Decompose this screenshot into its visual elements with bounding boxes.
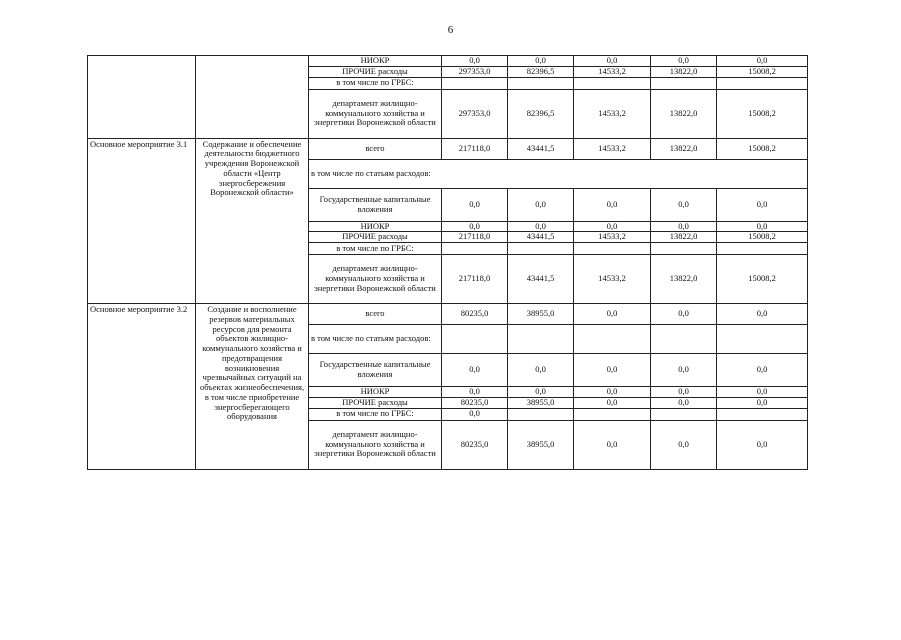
value-cell: 0,0 xyxy=(508,56,574,67)
value-cell: 15008,2 xyxy=(717,255,808,304)
value-cell: 15008,2 xyxy=(717,138,808,159)
value-cell: 13822,0 xyxy=(651,255,717,304)
table-row xyxy=(88,304,808,325)
value-cell xyxy=(574,77,651,89)
activity-name-cell: Создание и восполнение резервов материальных ресурсов для ремонта объектов жилищно-коммунального хозяйства и предотвращения возникновения чрезвычайных ситуаций на объектах жизнеобеспечения, в том числе приобретение энергосберегающего оборудования xyxy=(196,304,309,470)
value-cell xyxy=(574,243,651,255)
value-cell: 14533,2 xyxy=(574,66,651,77)
value-cell: 38955,0 xyxy=(508,420,574,469)
value-cell: 0,0 xyxy=(442,221,508,232)
value-cell: 217118,0 xyxy=(442,138,508,159)
value-cell: 43441,5 xyxy=(508,232,574,243)
value-cell xyxy=(508,77,574,89)
row-label: в том числе по статьям расходов: xyxy=(309,325,442,354)
program-cell: Основное мероприятие 3.1 xyxy=(88,138,196,304)
value-cell: 217118,0 xyxy=(442,255,508,304)
value-cell xyxy=(717,408,808,420)
value-cell: 0,0 xyxy=(717,387,808,398)
value-cell: 0,0 xyxy=(717,354,808,387)
value-cell: 0,0 xyxy=(717,221,808,232)
row-label: департамент жилищно-коммунального хозяйства и энергетики Воронежской области xyxy=(309,420,442,469)
value-cell xyxy=(651,408,717,420)
value-cell xyxy=(574,408,651,420)
value-cell: 14533,2 xyxy=(574,138,651,159)
value-cell: 0,0 xyxy=(717,188,808,221)
value-cell: 0,0 xyxy=(651,420,717,469)
value-cell: 14533,2 xyxy=(574,255,651,304)
value-cell: 82396,5 xyxy=(508,66,574,77)
value-cell: 0,0 xyxy=(574,354,651,387)
value-cell: 0,0 xyxy=(574,387,651,398)
value-cell: 0,0 xyxy=(508,354,574,387)
value-cell xyxy=(651,243,717,255)
program-cell: Основное мероприятие 3.2 xyxy=(88,304,196,470)
value-cell: 0,0 xyxy=(442,387,508,398)
value-cell: 0,0 xyxy=(717,397,808,408)
row-label: департамент жилищно-коммунального хозяйства и энергетики Воронежской области xyxy=(309,255,442,304)
value-cell: 0,0 xyxy=(651,221,717,232)
value-cell: 0,0 xyxy=(717,56,808,67)
page-number: 6 xyxy=(447,24,454,36)
value-cell: 297353,0 xyxy=(442,66,508,77)
value-cell: 297353,0 xyxy=(442,89,508,138)
value-cell: 80235,0 xyxy=(442,304,508,325)
value-cell xyxy=(508,408,574,420)
value-cell: 43441,5 xyxy=(508,255,574,304)
activity-name-cell xyxy=(196,56,309,139)
value-cell: 0,0 xyxy=(442,188,508,221)
value-cell: 0,0 xyxy=(442,408,508,420)
row-label: ПРОЧИЕ расходы xyxy=(309,232,442,243)
value-cell: 0,0 xyxy=(508,387,574,398)
value-cell: 82396,5 xyxy=(508,89,574,138)
value-cell xyxy=(442,325,508,354)
value-cell: 0,0 xyxy=(508,221,574,232)
table-row xyxy=(88,138,808,159)
value-cell: 0,0 xyxy=(651,304,717,325)
row-label: ПРОЧИЕ расходы xyxy=(309,66,442,77)
value-cell: 0,0 xyxy=(651,188,717,221)
value-cell: 0,0 xyxy=(574,188,651,221)
row-label: в том числе по ГРБС: xyxy=(309,77,442,89)
value-cell xyxy=(651,77,717,89)
table-row xyxy=(88,56,808,67)
value-cell: 0,0 xyxy=(574,420,651,469)
value-cell: 14533,2 xyxy=(574,89,651,138)
value-cell xyxy=(442,243,508,255)
value-cell: 15008,2 xyxy=(717,89,808,138)
value-cell: 0,0 xyxy=(651,56,717,67)
value-cell: 13822,0 xyxy=(651,138,717,159)
activity-name-cell: Содержание и обеспечение деятельности бюджетного учреждения Воронежской области «Центр энергосбережения Воронежской области» xyxy=(196,138,309,304)
value-cell: 0,0 xyxy=(717,304,808,325)
value-cell xyxy=(574,325,651,354)
value-cell: 0,0 xyxy=(574,304,651,325)
value-cell: 13822,0 xyxy=(651,66,717,77)
value-cell: 0,0 xyxy=(574,221,651,232)
value-cell: 0,0 xyxy=(442,354,508,387)
row-label: всего xyxy=(309,304,442,325)
value-cell: 15008,2 xyxy=(717,232,808,243)
value-cell xyxy=(717,77,808,89)
value-cell xyxy=(717,325,808,354)
value-cell xyxy=(508,325,574,354)
value-cell: 0,0 xyxy=(651,397,717,408)
row-label: департамент жилищно-коммунального хозяйства и энергетики Воронежской области xyxy=(309,89,442,138)
row-label: ПРОЧИЕ расходы xyxy=(309,397,442,408)
value-cell: 13822,0 xyxy=(651,232,717,243)
row-label: Государственные капитальные вложения xyxy=(309,354,442,387)
value-cell: 0,0 xyxy=(651,354,717,387)
value-cell xyxy=(442,77,508,89)
row-label: НИОКР xyxy=(309,387,442,398)
value-cell: 15008,2 xyxy=(717,66,808,77)
row-label: НИОКР xyxy=(309,221,442,232)
value-cell: 0,0 xyxy=(574,397,651,408)
row-label: всего xyxy=(309,138,442,159)
program-cell xyxy=(88,56,196,139)
value-cell xyxy=(717,243,808,255)
value-cell: 43441,5 xyxy=(508,138,574,159)
value-cell: 38955,0 xyxy=(508,304,574,325)
value-cell: 80235,0 xyxy=(442,420,508,469)
value-cell: 217118,0 xyxy=(442,232,508,243)
value-cell: 38955,0 xyxy=(508,397,574,408)
value-cell: 13822,0 xyxy=(651,89,717,138)
row-label: Государственные капитальные вложения xyxy=(309,188,442,221)
row-label: в том числе по статьям расходов: xyxy=(309,159,808,188)
value-cell xyxy=(651,325,717,354)
row-label: в том числе по ГРБС: xyxy=(309,408,442,420)
value-cell: 0,0 xyxy=(717,420,808,469)
value-cell: 0,0 xyxy=(508,188,574,221)
value-cell: 0,0 xyxy=(574,56,651,67)
row-label: в том числе по ГРБС: xyxy=(309,243,442,255)
value-cell: 0,0 xyxy=(442,56,508,67)
row-label: НИОКР xyxy=(309,56,442,67)
value-cell: 0,0 xyxy=(651,387,717,398)
value-cell: 14533,2 xyxy=(574,232,651,243)
value-cell: 80235,0 xyxy=(442,397,508,408)
value-cell xyxy=(508,243,574,255)
budget-table xyxy=(87,55,808,470)
